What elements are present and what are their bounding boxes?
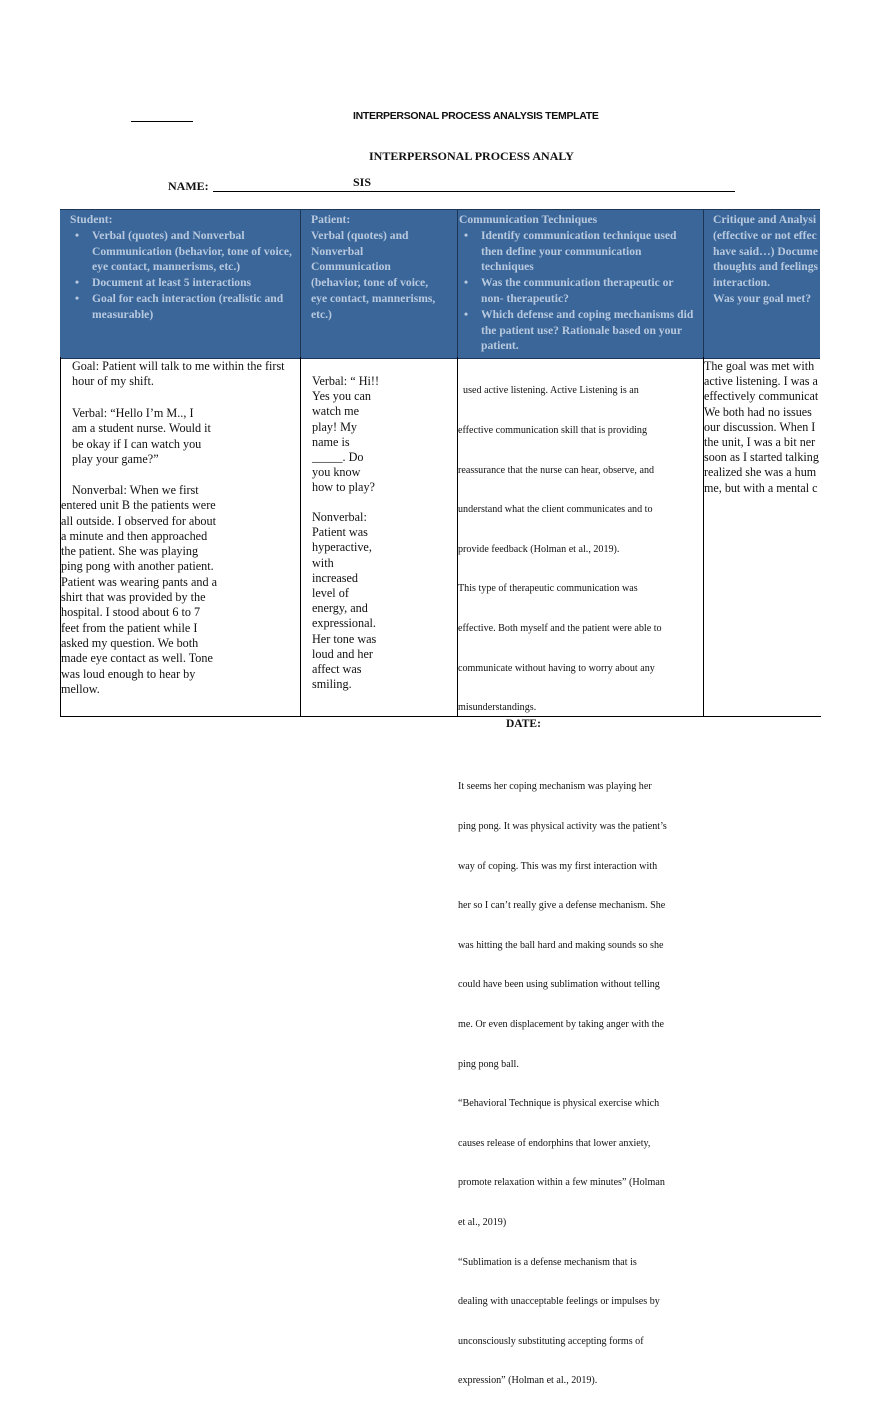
header-critique-line: thoughts and feelings	[713, 260, 819, 274]
header-techniques-title: Communication Techniques	[459, 213, 598, 226]
header-critique-line: Was your goal met?	[713, 291, 812, 305]
name-field-line	[213, 191, 735, 192]
header-critique	[703, 210, 820, 358]
header-critique-line: interaction.	[713, 276, 770, 290]
header-critique-line: (effective or not effec	[713, 228, 817, 242]
text-line: with	[312, 555, 334, 570]
text-line: Patient was	[312, 525, 368, 540]
ipa-title: INTERPERSONAL PROCESS ANALY	[369, 149, 574, 163]
text-line: hospital. I stood about 6 to 7	[61, 605, 201, 620]
text-line: made eye contact as well. Tone	[61, 651, 213, 666]
text-line: shirt that was provided by the	[61, 590, 206, 605]
table-header	[60, 209, 820, 359]
text-line: effective. Both myself and the patient were able to	[458, 623, 662, 635]
text-line: am a student nurse. Would it	[72, 421, 211, 436]
text-line: asked my question. We both	[61, 635, 199, 650]
date-label: DATE:	[506, 718, 541, 730]
text-line: effectively communicat	[704, 389, 819, 404]
text-line: energy, and	[312, 601, 368, 616]
text-line: you know	[312, 465, 361, 480]
header-techniques-bullet: • Which defense and coping mechanisms did the patient use? Rationale based on your patient.	[459, 307, 697, 354]
text-line: ping pong. It was physical activity was the patient’s	[458, 820, 667, 832]
header-patient-line: eye contact, mannerisms,	[311, 291, 436, 305]
text-line: her so I can’t really give a defense mechanism. She	[458, 900, 666, 912]
text-line: _____. Do	[312, 450, 364, 465]
text-line: dealing with unacceptable feelings or impulses by	[458, 1296, 660, 1308]
text-line: smiling.	[312, 677, 352, 692]
text-line: Patient was wearing pants and a	[61, 574, 218, 589]
text-line: et al., 2019)	[458, 1217, 507, 1228]
text-line: a minute and then approached	[61, 528, 208, 543]
student-nonverbal	[61, 483, 299, 697]
text-line: Goal: Patient will talk to me within the first	[72, 359, 285, 373]
text-line: This type of therapeutic communication was	[458, 583, 638, 595]
text-line: understand what the client communicates and to	[458, 504, 653, 516]
text-line: loud and her	[312, 646, 373, 661]
text-line: entered unit B the patients were	[61, 498, 216, 513]
text-line: expressional.	[312, 616, 376, 631]
text-line: was loud enough to hear by	[61, 666, 196, 681]
text-line: mellow.	[61, 681, 100, 696]
paragraph-spacer	[458, 741, 702, 754]
text-line: active listening. I was a	[704, 374, 818, 389]
text-line: Her tone was	[312, 631, 377, 646]
text-line: expression” (Holman et al., 2019).	[458, 1375, 598, 1387]
template-title: INTERPERSONAL PROCESS ANALYSIS TEMPLATE	[353, 110, 599, 122]
text-line: increased	[312, 570, 359, 585]
text-line: soon as I started talking	[704, 450, 819, 465]
header-patient-line: Communication	[311, 260, 391, 274]
text-line: reassurance that the nurse can hear, observe, and	[458, 464, 655, 476]
text-line: play your game?”	[72, 451, 159, 466]
text-line: used active listening. Active Listening is an	[458, 385, 639, 397]
header-patient-line: (behavior, tone of voice,	[311, 276, 429, 290]
header-patient	[300, 210, 457, 358]
text-line: hour of my shift.	[72, 374, 154, 389]
header-patient-line: etc.)	[311, 307, 332, 321]
text-line: the patient. She was playing	[61, 544, 199, 559]
header-techniques	[457, 210, 703, 358]
header-techniques-bullet: • Identify communication technique used then define your communication techniques	[459, 228, 697, 275]
text-line: Verbal: “ Hi!!	[312, 374, 380, 388]
header-critique-line: have said…) Docume	[713, 244, 818, 258]
header-student-bullets	[70, 228, 294, 323]
text-line: Nonverbal: When we first	[72, 483, 199, 497]
text-line: all outside. I observed for about	[61, 513, 217, 528]
text-line: how to play?	[312, 480, 375, 495]
critique-text	[704, 359, 820, 496]
text-line: be okay if I can watch you	[72, 436, 202, 451]
text-line: name is	[312, 434, 350, 449]
text-line: was hitting the ball hard and making sounds so she	[458, 939, 664, 951]
header-patient-line: Patient:	[311, 213, 351, 226]
text-line: me, but with a mental c	[704, 480, 818, 495]
patient-nonverbal	[312, 510, 376, 692]
student-goal	[72, 359, 285, 390]
text-line: way of coping. This was my first interaction with	[458, 860, 658, 872]
header-student-bullet: • Document at least 5 interactions	[70, 275, 294, 291]
text-line: feet from the patient while I	[61, 620, 198, 635]
header-critique-line: Critique and Analysi	[713, 213, 817, 226]
text-line: me. Or even displacement by taking anger with the	[458, 1018, 665, 1030]
text-line: ping pong with another patient.	[61, 559, 214, 574]
text-line: We both had no issues	[704, 404, 812, 419]
header-student-title: Student:	[70, 213, 113, 226]
techniques-text	[458, 358, 702, 1401]
header-techniques-bullet: • Was the communication therapeutic or non- therapeutic?	[459, 275, 697, 307]
text-line: Nonverbal:	[312, 510, 367, 524]
text-line: hyperactive,	[312, 540, 372, 555]
text-line: The goal was met with	[704, 359, 815, 373]
top-blank-line	[131, 121, 193, 122]
header-student-bullet: • Verbal (quotes) and Nonverbal Communication (behavior, tone of voice, eye contact, mannerisms, etc.)	[70, 228, 294, 275]
text-line: could have been using sublimation without telling	[458, 979, 660, 991]
text-line: realized she was a hum	[704, 465, 817, 480]
header-patient-line: Verbal (quotes) and	[311, 228, 409, 242]
text-line: our discussion. When I	[704, 419, 816, 434]
text-line: provide feedback (Holman et al., 2019).	[458, 543, 620, 555]
column-divider	[300, 357, 301, 716]
name-label: NAME:	[168, 179, 209, 193]
text-line: “Sublimation is a defense mechanism that is	[458, 1256, 637, 1268]
ipa-title-continued: SIS	[353, 175, 372, 189]
text-line: unconsciously substituting accepting forms of	[458, 1335, 644, 1347]
text-line: play! My	[312, 419, 358, 434]
text-line: Yes you can	[312, 389, 372, 404]
text-line: watch me	[312, 404, 360, 419]
text-line: promote relaxation within a few minutes” (Holman	[458, 1177, 665, 1189]
header-student	[60, 210, 300, 358]
header-student-bullet: • Goal for each interaction (realistic and measurable)	[70, 291, 294, 323]
student-verbal	[72, 406, 211, 467]
header-techniques-bullets	[459, 228, 697, 354]
text-line: communicate without having to worry about any	[458, 662, 655, 674]
text-line: misunderstandings.	[458, 702, 537, 714]
text-line: Verbal: “Hello I’m M.., I	[72, 406, 194, 420]
text-line: ping pong ball.	[458, 1058, 519, 1070]
text-line: causes release of endorphins that lower anxiety,	[458, 1137, 651, 1149]
text-line: level of	[312, 586, 349, 601]
text-line: the unit, I was a bit ner	[704, 435, 816, 450]
patient-verbal	[312, 374, 379, 496]
text-line: It seems her coping mechanism was playing her	[458, 781, 652, 793]
text-line: “Behavioral Technique is physical exercise which	[458, 1098, 660, 1110]
header-patient-line: Nonverbal	[311, 244, 364, 258]
text-line: affect was	[312, 662, 362, 677]
text-line: effective communication skill that is providing	[458, 425, 648, 437]
